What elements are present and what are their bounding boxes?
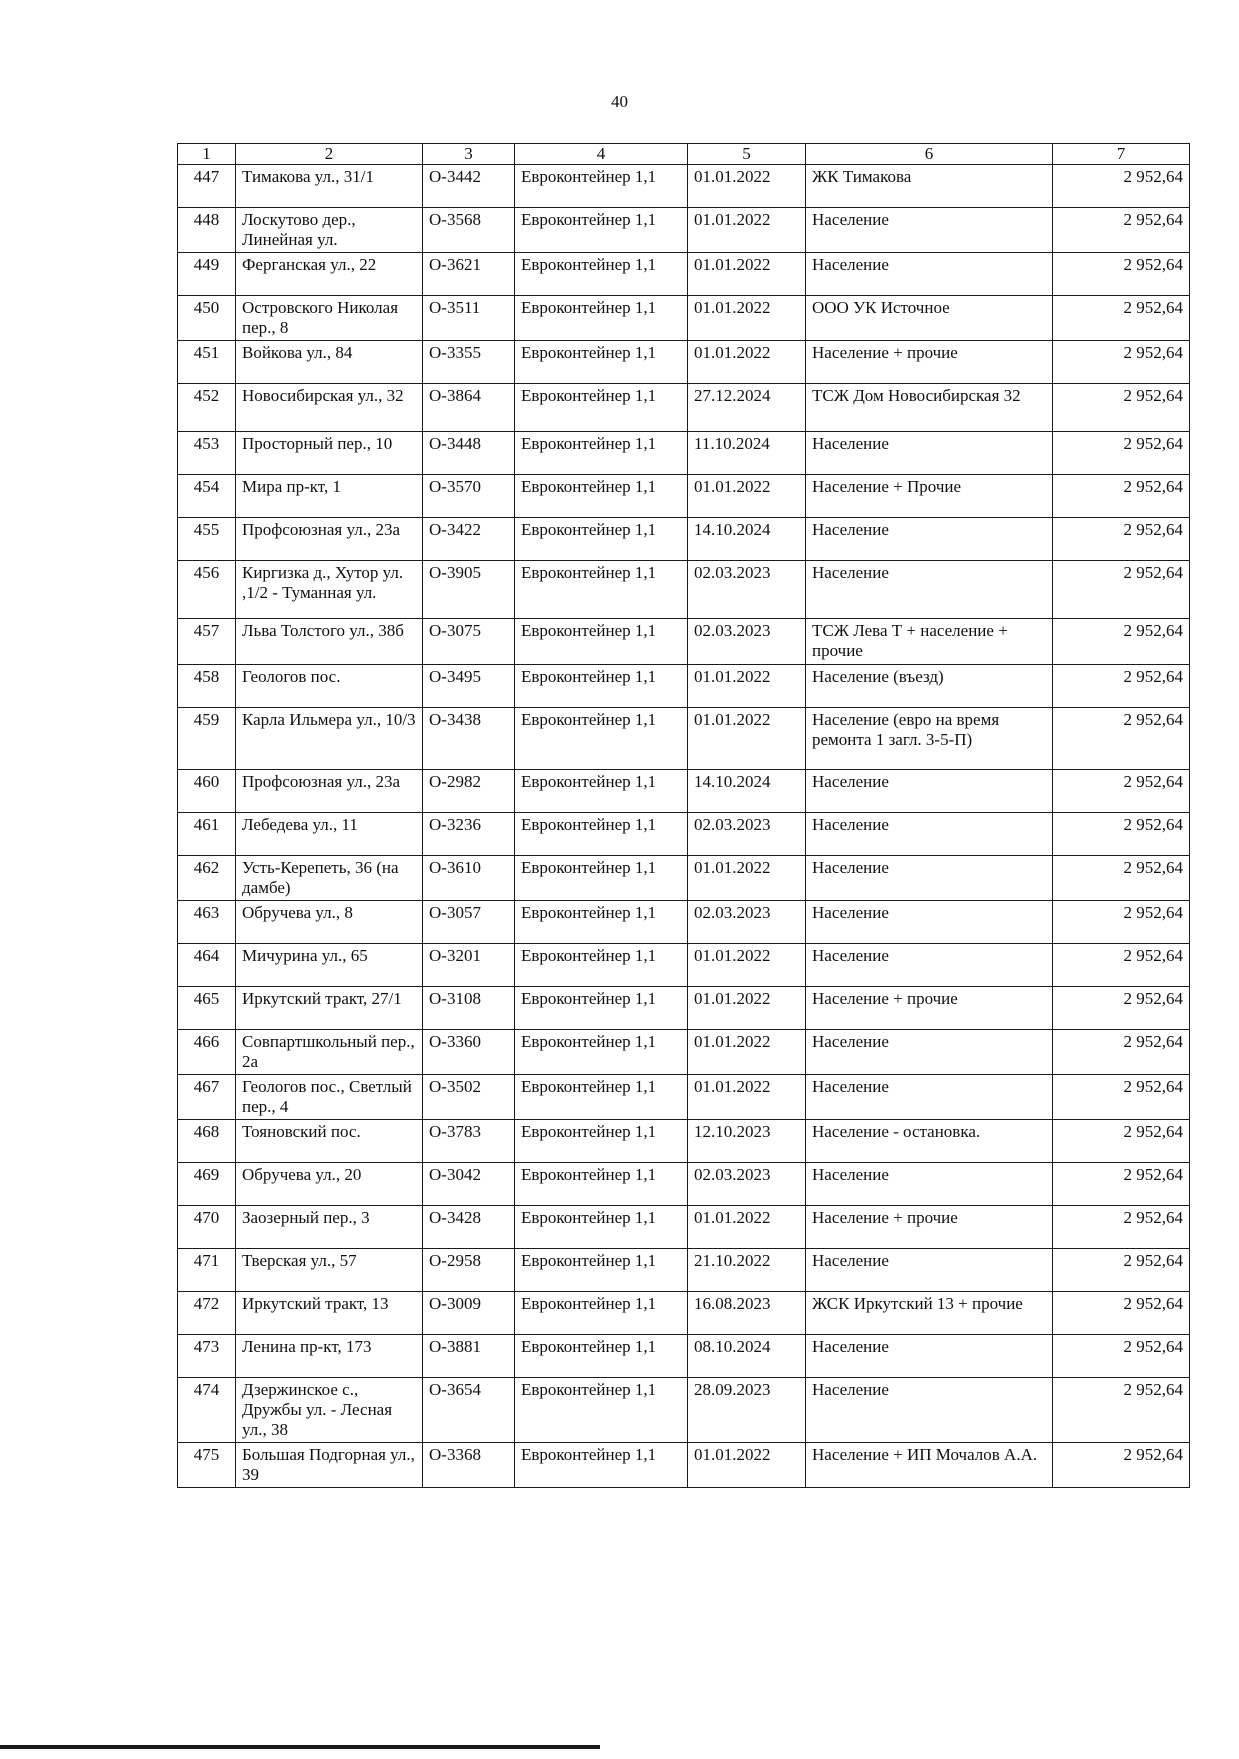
amount-cell: 2 952,64 (1053, 518, 1190, 561)
address-cell: Просторный пер., 10 (236, 432, 423, 475)
row-number: 447 (178, 165, 236, 208)
table-row (178, 1206, 1190, 1249)
date-cell: 01.01.2022 (688, 1206, 806, 1249)
site-code-cell: О-3438 (423, 708, 515, 770)
header-col-3: 3 (423, 144, 515, 165)
address-cell: Дзержинское с., Дружбы ул. - Лесная ул., 38 (236, 1378, 423, 1443)
table-row (178, 165, 1190, 208)
date-cell: 02.03.2023 (688, 619, 806, 665)
owner-cell: Население (806, 813, 1053, 856)
address-cell: Льва Толстого ул., 38б (236, 619, 423, 665)
container-type-cell: Евроконтейнер 1,1 (515, 1443, 688, 1488)
row-number: 452 (178, 384, 236, 432)
owner-cell: Население (806, 856, 1053, 901)
site-code-cell: О-3442 (423, 165, 515, 208)
container-type-cell: Евроконтейнер 1,1 (515, 813, 688, 856)
table-row (178, 708, 1190, 770)
table-row (178, 384, 1190, 432)
site-code-cell: О-3568 (423, 208, 515, 253)
date-cell: 01.01.2022 (688, 856, 806, 901)
table-row (178, 1030, 1190, 1075)
header-col-4: 4 (515, 144, 688, 165)
date-cell: 14.10.2024 (688, 518, 806, 561)
site-code-cell: О-3075 (423, 619, 515, 665)
site-code-cell: О-3448 (423, 432, 515, 475)
row-number: 469 (178, 1163, 236, 1206)
address-cell: Геологов пос. (236, 665, 423, 708)
owner-cell: Население (806, 770, 1053, 813)
amount-cell: 2 952,64 (1053, 384, 1190, 432)
date-cell: 01.01.2022 (688, 1443, 806, 1488)
table-row (178, 944, 1190, 987)
amount-cell: 2 952,64 (1053, 1206, 1190, 1249)
container-type-cell: Евроконтейнер 1,1 (515, 1163, 688, 1206)
container-type-cell: Евроконтейнер 1,1 (515, 1120, 688, 1163)
date-cell: 01.01.2022 (688, 165, 806, 208)
row-number: 473 (178, 1335, 236, 1378)
site-code-cell: О-3368 (423, 1443, 515, 1488)
date-cell: 12.10.2023 (688, 1120, 806, 1163)
container-type-cell: Евроконтейнер 1,1 (515, 518, 688, 561)
amount-cell: 2 952,64 (1053, 856, 1190, 901)
site-code-cell: О-3422 (423, 518, 515, 561)
address-cell: Новосибирская ул., 32 (236, 384, 423, 432)
row-number: 472 (178, 1292, 236, 1335)
site-code-cell: О-3654 (423, 1378, 515, 1443)
container-type-cell: Евроконтейнер 1,1 (515, 1378, 688, 1443)
amount-cell: 2 952,64 (1053, 475, 1190, 518)
row-number: 448 (178, 208, 236, 253)
container-type-cell: Евроконтейнер 1,1 (515, 987, 688, 1030)
site-code-cell: О-3201 (423, 944, 515, 987)
owner-cell: Население - остановка. (806, 1120, 1053, 1163)
row-number: 466 (178, 1030, 236, 1075)
address-cell: Лоскутово дер., Линейная ул. (236, 208, 423, 253)
container-type-cell: Евроконтейнер 1,1 (515, 296, 688, 341)
owner-cell: ЖК Тимакова (806, 165, 1053, 208)
address-cell: Ленина пр-кт, 173 (236, 1335, 423, 1378)
container-type-cell: Евроконтейнер 1,1 (515, 165, 688, 208)
table-row (178, 987, 1190, 1030)
owner-cell: Население (806, 1163, 1053, 1206)
site-code-cell: О-3360 (423, 1030, 515, 1075)
amount-cell: 2 952,64 (1053, 619, 1190, 665)
row-number: 458 (178, 665, 236, 708)
container-type-cell: Евроконтейнер 1,1 (515, 1249, 688, 1292)
amount-cell: 2 952,64 (1053, 1030, 1190, 1075)
owner-cell: ТСЖ Дом Новосибирская 32 (806, 384, 1053, 432)
container-type-cell: Евроконтейнер 1,1 (515, 944, 688, 987)
site-code-cell: О-3236 (423, 813, 515, 856)
date-cell: 01.01.2022 (688, 665, 806, 708)
address-cell: Иркутский тракт, 27/1 (236, 987, 423, 1030)
owner-cell: Население (806, 1378, 1053, 1443)
container-type-cell: Евроконтейнер 1,1 (515, 561, 688, 619)
amount-cell: 2 952,64 (1053, 1163, 1190, 1206)
owner-cell: Население + прочие (806, 1206, 1053, 1249)
date-cell: 28.09.2023 (688, 1378, 806, 1443)
owner-cell: Население + Прочие (806, 475, 1053, 518)
table-row (178, 665, 1190, 708)
owner-cell: ТСЖ Лева Т + население + прочие (806, 619, 1053, 665)
row-number: 460 (178, 770, 236, 813)
date-cell: 02.03.2023 (688, 1163, 806, 1206)
header-col-7: 7 (1053, 144, 1190, 165)
site-code-cell: О-3009 (423, 1292, 515, 1335)
date-cell: 01.01.2022 (688, 1075, 806, 1120)
table-row (178, 1378, 1190, 1443)
date-cell: 08.10.2024 (688, 1335, 806, 1378)
header-col-5: 5 (688, 144, 806, 165)
amount-cell: 2 952,64 (1053, 253, 1190, 296)
container-sites-table (177, 143, 1190, 1488)
address-cell: Иркутский тракт, 13 (236, 1292, 423, 1335)
table-row (178, 1120, 1190, 1163)
address-cell: Усть-Керепеть, 36 (на дамбе) (236, 856, 423, 901)
site-code-cell: О-3610 (423, 856, 515, 901)
address-cell: Тимакова ул., 31/1 (236, 165, 423, 208)
owner-cell: Население + прочие (806, 341, 1053, 384)
table-row (178, 1163, 1190, 1206)
row-number: 459 (178, 708, 236, 770)
site-code-cell: О-3864 (423, 384, 515, 432)
table-row (178, 813, 1190, 856)
table-row (178, 901, 1190, 944)
header-col-6: 6 (806, 144, 1053, 165)
address-cell: Заозерный пер., 3 (236, 1206, 423, 1249)
site-code-cell: О-3570 (423, 475, 515, 518)
amount-cell: 2 952,64 (1053, 1249, 1190, 1292)
container-type-cell: Евроконтейнер 1,1 (515, 1075, 688, 1120)
address-cell: Профсоюзная ул., 23а (236, 770, 423, 813)
date-cell: 27.12.2024 (688, 384, 806, 432)
owner-cell: Население (806, 432, 1053, 475)
row-number: 456 (178, 561, 236, 619)
row-number: 470 (178, 1206, 236, 1249)
amount-cell: 2 952,64 (1053, 1075, 1190, 1120)
table-row (178, 1335, 1190, 1378)
date-cell: 16.08.2023 (688, 1292, 806, 1335)
container-type-cell: Евроконтейнер 1,1 (515, 619, 688, 665)
site-code-cell: О-3057 (423, 901, 515, 944)
address-cell: Большая Подгорная ул., 39 (236, 1443, 423, 1488)
row-number: 475 (178, 1443, 236, 1488)
row-number: 463 (178, 901, 236, 944)
address-cell: Войкова ул., 84 (236, 341, 423, 384)
owner-cell: Население (806, 1249, 1053, 1292)
amount-cell: 2 952,64 (1053, 770, 1190, 813)
amount-cell: 2 952,64 (1053, 561, 1190, 619)
site-code-cell: О-3355 (423, 341, 515, 384)
page-number: 40 (611, 92, 628, 111)
row-number: 450 (178, 296, 236, 341)
amount-cell: 2 952,64 (1053, 987, 1190, 1030)
address-cell: Киргизка д., Хутор ул. ,1/2 - Туманная ул. (236, 561, 423, 619)
owner-cell: Население (806, 253, 1053, 296)
container-type-cell: Евроконтейнер 1,1 (515, 384, 688, 432)
row-number: 461 (178, 813, 236, 856)
container-type-cell: Евроконтейнер 1,1 (515, 856, 688, 901)
owner-cell: Население (806, 1075, 1053, 1120)
table-row (178, 1292, 1190, 1335)
address-cell: Обручева ул., 20 (236, 1163, 423, 1206)
address-cell: Тверская ул., 57 (236, 1249, 423, 1292)
table-row (178, 561, 1190, 619)
address-cell: Обручева ул., 8 (236, 901, 423, 944)
date-cell: 02.03.2023 (688, 813, 806, 856)
owner-cell: Население (806, 518, 1053, 561)
date-cell: 02.03.2023 (688, 901, 806, 944)
header-col-2: 2 (236, 144, 423, 165)
table-row (178, 475, 1190, 518)
row-number: 468 (178, 1120, 236, 1163)
date-cell: 01.01.2022 (688, 708, 806, 770)
owner-cell: Население + ИП Мочалов А.А. (806, 1443, 1053, 1488)
date-cell: 14.10.2024 (688, 770, 806, 813)
owner-cell: ООО УК Источное (806, 296, 1053, 341)
site-code-cell: О-3042 (423, 1163, 515, 1206)
table-row (178, 253, 1190, 296)
owner-cell: Население + прочие (806, 987, 1053, 1030)
amount-cell: 2 952,64 (1053, 432, 1190, 475)
container-type-cell: Евроконтейнер 1,1 (515, 1206, 688, 1249)
row-number: 451 (178, 341, 236, 384)
date-cell: 11.10.2024 (688, 432, 806, 475)
container-type-cell: Евроконтейнер 1,1 (515, 1335, 688, 1378)
address-cell: Мичурина ул., 65 (236, 944, 423, 987)
table-row (178, 432, 1190, 475)
date-cell: 01.01.2022 (688, 1030, 806, 1075)
address-cell: Тояновский пос. (236, 1120, 423, 1163)
bottom-divider (0, 1745, 600, 1749)
site-code-cell: О-3783 (423, 1120, 515, 1163)
owner-cell: Население (въезд) (806, 665, 1053, 708)
row-number: 449 (178, 253, 236, 296)
amount-cell: 2 952,64 (1053, 901, 1190, 944)
container-type-cell: Евроконтейнер 1,1 (515, 1030, 688, 1075)
amount-cell: 2 952,64 (1053, 1292, 1190, 1335)
container-type-cell: Евроконтейнер 1,1 (515, 475, 688, 518)
date-cell: 21.10.2022 (688, 1249, 806, 1292)
row-number: 455 (178, 518, 236, 561)
container-type-cell: Евроконтейнер 1,1 (515, 708, 688, 770)
amount-cell: 2 952,64 (1053, 1443, 1190, 1488)
row-number: 453 (178, 432, 236, 475)
site-code-cell: О-3495 (423, 665, 515, 708)
container-type-cell: Евроконтейнер 1,1 (515, 253, 688, 296)
owner-cell: Население (евро на время ремонта 1 загл. 3-5-П) (806, 708, 1053, 770)
container-type-cell: Евроконтейнер 1,1 (515, 665, 688, 708)
container-type-cell: Евроконтейнер 1,1 (515, 432, 688, 475)
owner-cell: Население (806, 944, 1053, 987)
amount-cell: 2 952,64 (1053, 165, 1190, 208)
table-row (178, 341, 1190, 384)
container-type-cell: Евроконтейнер 1,1 (515, 770, 688, 813)
amount-cell: 2 952,64 (1053, 1120, 1190, 1163)
row-number: 464 (178, 944, 236, 987)
amount-cell: 2 952,64 (1053, 341, 1190, 384)
site-code-cell: О-3905 (423, 561, 515, 619)
table-body (178, 165, 1190, 1488)
site-code-cell: О-3502 (423, 1075, 515, 1120)
date-cell: 01.01.2022 (688, 296, 806, 341)
address-cell: Геологов пос., Светлый пер., 4 (236, 1075, 423, 1120)
date-cell: 01.01.2022 (688, 208, 806, 253)
owner-cell: Население (806, 901, 1053, 944)
row-number: 462 (178, 856, 236, 901)
owner-cell: Население (806, 561, 1053, 619)
container-type-cell: Евроконтейнер 1,1 (515, 208, 688, 253)
address-cell: Лебедева ул., 11 (236, 813, 423, 856)
site-code-cell: О-3511 (423, 296, 515, 341)
date-cell: 02.03.2023 (688, 561, 806, 619)
amount-cell: 2 952,64 (1053, 296, 1190, 341)
site-code-cell: О-3881 (423, 1335, 515, 1378)
site-code-cell: О-2982 (423, 770, 515, 813)
row-number: 467 (178, 1075, 236, 1120)
owner-cell: Население (806, 1335, 1053, 1378)
amount-cell: 2 952,64 (1053, 665, 1190, 708)
row-number: 454 (178, 475, 236, 518)
table-row (178, 619, 1190, 665)
owner-cell: ЖСК Иркутский 13 + прочие (806, 1292, 1053, 1335)
table-row (178, 1075, 1190, 1120)
header-row (178, 144, 1190, 165)
date-cell: 01.01.2022 (688, 944, 806, 987)
amount-cell: 2 952,64 (1053, 813, 1190, 856)
amount-cell: 2 952,64 (1053, 1378, 1190, 1443)
date-cell: 01.01.2022 (688, 475, 806, 518)
container-type-cell: Евроконтейнер 1,1 (515, 901, 688, 944)
row-number: 457 (178, 619, 236, 665)
table-row (178, 770, 1190, 813)
address-cell: Островского Николая пер., 8 (236, 296, 423, 341)
table-row (178, 856, 1190, 901)
container-type-cell: Евроконтейнер 1,1 (515, 341, 688, 384)
amount-cell: 2 952,64 (1053, 1335, 1190, 1378)
row-number: 474 (178, 1378, 236, 1443)
owner-cell: Население (806, 208, 1053, 253)
row-number: 465 (178, 987, 236, 1030)
amount-cell: 2 952,64 (1053, 944, 1190, 987)
address-cell: Ферганская ул., 22 (236, 253, 423, 296)
row-number: 471 (178, 1249, 236, 1292)
date-cell: 01.01.2022 (688, 987, 806, 1030)
table-row (178, 296, 1190, 341)
site-code-cell: О-2958 (423, 1249, 515, 1292)
container-type-cell: Евроконтейнер 1,1 (515, 1292, 688, 1335)
date-cell: 01.01.2022 (688, 253, 806, 296)
address-cell: Мира пр-кт, 1 (236, 475, 423, 518)
table-row (178, 208, 1190, 253)
site-code-cell: О-3621 (423, 253, 515, 296)
address-cell: Карла Ильмера ул., 10/3 (236, 708, 423, 770)
amount-cell: 2 952,64 (1053, 708, 1190, 770)
site-code-cell: О-3108 (423, 987, 515, 1030)
owner-cell: Население (806, 1030, 1053, 1075)
table-row (178, 1249, 1190, 1292)
amount-cell: 2 952,64 (1053, 208, 1190, 253)
address-cell: Профсоюзная ул., 23а (236, 518, 423, 561)
site-code-cell: О-3428 (423, 1206, 515, 1249)
table-row (178, 1443, 1190, 1488)
address-cell: Совпартшкольный пер., 2а (236, 1030, 423, 1075)
table-row (178, 518, 1190, 561)
header-col-1: 1 (178, 144, 236, 165)
date-cell: 01.01.2022 (688, 341, 806, 384)
